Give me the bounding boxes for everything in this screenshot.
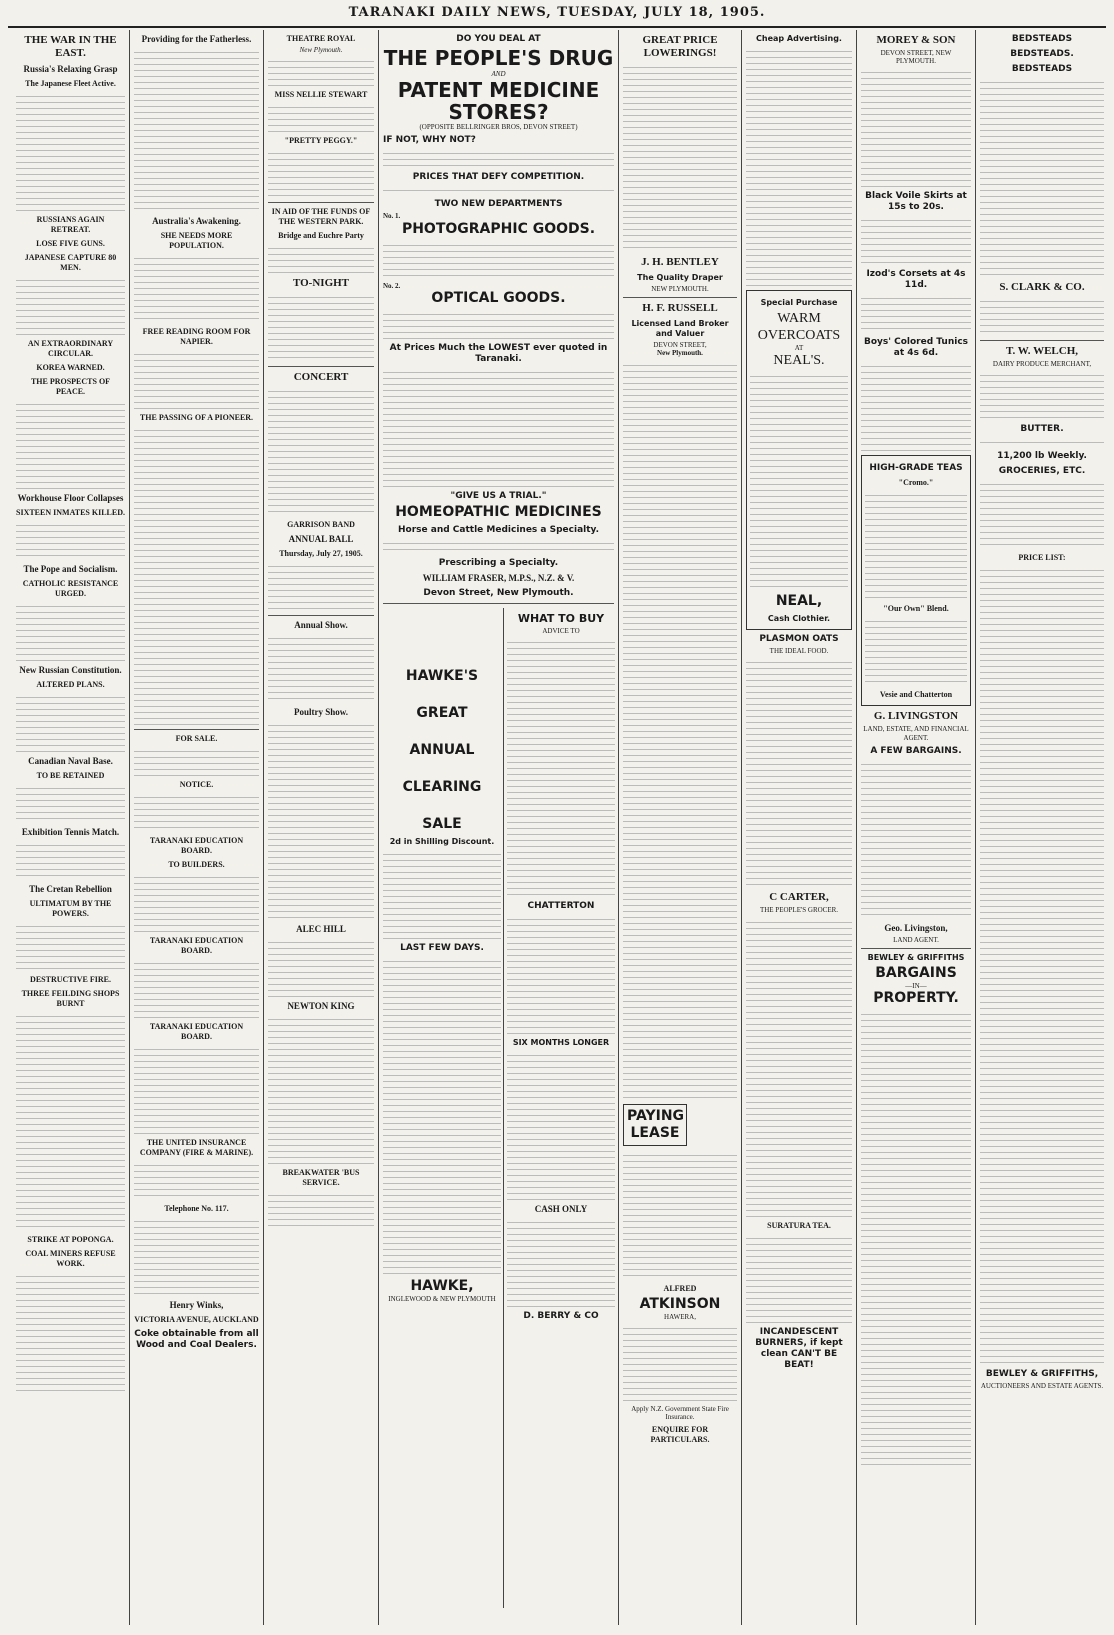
ad-heading: ENQUIRE FOR PARTICULARS.	[650, 1425, 710, 1445]
divider	[268, 202, 374, 203]
ad-heading: H. F. RUSSELL	[642, 302, 718, 315]
ad-subheading: TO BUILDERS.	[168, 860, 225, 869]
ad-title: BARGAINS	[875, 965, 957, 982]
ad-subheading: No. 1.	[383, 212, 401, 221]
ad-heading: INCANDESCENT BURNERS, if kept clean CAN'T BE BEAT!	[755, 1326, 843, 1370]
masthead-rule	[8, 26, 1106, 28]
headline: Workhouse Floor Collapses	[17, 493, 124, 503]
ad-title: HAWKE'S	[405, 667, 479, 684]
ad-text-block	[861, 215, 971, 265]
ad-text-block	[865, 490, 967, 600]
ad-subheading: VICTORIA AVENUE, AUCKLAND	[134, 1315, 259, 1324]
ad-heading: GARRISON BAND	[287, 520, 355, 530]
ad-heading: 11,200 lb Weekly.	[997, 451, 1087, 462]
ad-heading: BEDSTEADS.	[1010, 49, 1074, 59]
headline: Canadian Naval Base.	[28, 756, 113, 766]
article-text-block	[16, 921, 125, 971]
ad-heading: BEDSTEADS	[1011, 34, 1073, 44]
ad-subheading: "Cromo."	[898, 478, 934, 488]
column-8	[976, 30, 1108, 1625]
ad-address: New Plymouth.	[657, 349, 703, 358]
ad-heading: Black Voile Skirts at 15s to 20s.	[865, 191, 967, 213]
ad-heading: BUTTER.	[1020, 424, 1064, 435]
ad-heading: FOR SALE.	[175, 734, 218, 743]
ad-title: PHOTOGRAPHIC GOODS.	[401, 220, 596, 237]
ad-heading: Devon Street, New Plymouth.	[423, 587, 574, 598]
ad-heading: G. LIVINGSTON	[873, 710, 959, 723]
ad-heading: PRICE LIST:	[1018, 553, 1066, 563]
ad-subheading: DAIRY PRODUCE MERCHANT,	[992, 360, 1092, 368]
price-list-block	[980, 565, 1104, 1365]
ad-heading: Telephone No. 117.	[164, 1204, 229, 1213]
ad-text-block	[861, 759, 971, 919]
ad-heading: BEWLEY & GRIFFITHS,	[985, 1369, 1099, 1380]
ad-text-block	[268, 561, 374, 611]
headline: AN EXTRAORDINARY CIRCULAR.	[27, 339, 114, 358]
subheadline: ALTERED PLANS.	[36, 680, 105, 689]
ad-subheading: Licensed Land Broker and Valuer	[631, 319, 729, 339]
paying-lease-ad	[623, 1104, 687, 1146]
ad-text-block	[861, 293, 971, 333]
ad-title: ANNUAL	[409, 741, 475, 758]
ad-text-block	[861, 1009, 971, 1469]
chatterton-ad	[507, 608, 615, 1324]
article-text-block	[16, 601, 125, 661]
teas-ad	[861, 455, 971, 706]
ad-heading: Poultry Show.	[293, 707, 348, 718]
ad-subheading: —IN—	[905, 982, 927, 991]
ad-address: HAWERA,	[664, 1312, 696, 1321]
article-text-block	[16, 1271, 125, 1391]
ad-heading: HIGH-GRADE TEAS	[869, 463, 963, 474]
headline: THE PASSING OF A PIONEER.	[139, 413, 254, 422]
ad-text-block	[268, 148, 374, 198]
ad-heading: Prescribing a Specialty.	[438, 557, 559, 568]
ad-text-block	[746, 657, 852, 887]
subheadline: THE PROSPECTS OF PEACE.	[30, 377, 111, 396]
article-text-block	[16, 692, 125, 752]
ad-text-block	[383, 148, 614, 168]
ad-text-block	[746, 46, 852, 286]
ad-heading: Cheap Advertising.	[756, 34, 842, 43]
masthead: TARANAKI DAILY NEWS, TUESDAY, JULY 18, 1905.	[348, 5, 766, 20]
article-text-block	[16, 399, 125, 489]
divider	[383, 603, 614, 604]
divider	[134, 729, 259, 730]
column-1	[12, 30, 130, 1625]
ad-heading: D. BERRY & CO	[523, 1311, 599, 1322]
column-divider	[503, 608, 504, 1608]
ad-text-block	[861, 67, 971, 187]
subheadline: ULTIMATUM BY THE POWERS.	[29, 899, 112, 918]
subheadline: LOSE FIVE GUNS.	[36, 239, 105, 248]
ad-heading: WHAT TO BUY	[517, 611, 605, 625]
ad-heading: Bridge and Euchre Party	[278, 231, 364, 241]
ad-heading: 2d in Shilling Discount.	[389, 836, 495, 846]
ad-text-block	[134, 1216, 259, 1296]
article-text-block	[16, 275, 125, 335]
column-3	[264, 30, 379, 1625]
headline: THE WAR IN THE EAST.	[24, 34, 117, 59]
ad-subheading: LAND, ESTATE, AND FINANCIAL AGENT.	[863, 725, 969, 742]
ad-text-block	[268, 386, 374, 516]
ad-subheading: AND	[491, 70, 506, 78]
ad-title: SALE	[422, 815, 462, 832]
ad-text-block	[980, 479, 1104, 549]
ad-text-block	[383, 240, 614, 280]
ad-heading: Geo. Livingston,	[884, 922, 948, 933]
article-text-block	[16, 91, 125, 211]
ad-text-block	[383, 185, 614, 195]
ad-heading: ALEC HILL	[296, 924, 346, 935]
ad-heading: NEWTON KING	[287, 1001, 355, 1012]
ad-text-block	[383, 367, 614, 487]
ad-text-block	[507, 1050, 615, 1200]
ad-title: OPTICAL GOODS.	[431, 289, 566, 306]
ad-subheading: AT	[794, 344, 804, 352]
column-2	[130, 30, 264, 1625]
subheadline: COAL MINERS REFUSE WORK.	[25, 1249, 116, 1268]
ad-text-block	[623, 1150, 737, 1280]
subheadline: THREE FEILDING SHOPS BURNT	[21, 989, 120, 1008]
ad-title: NEAL'S.	[773, 353, 825, 369]
ad-text-block	[865, 616, 967, 686]
column-4	[379, 30, 619, 1625]
ad-heading: T. W. WELCH,	[1005, 345, 1079, 357]
ad-text-block	[134, 1160, 259, 1200]
ad-text-block	[980, 437, 1104, 447]
ad-subheading: Cash Clothier.	[767, 614, 831, 624]
ad-subheading: The Quality Draper	[637, 273, 723, 282]
ad-text-block	[507, 1217, 615, 1307]
subheadline: TO BE RETAINED	[36, 771, 105, 780]
ad-heading: CASH ONLY	[534, 1204, 588, 1215]
ad-subheading: Thursday, July 27, 1905.	[279, 549, 363, 559]
column-5	[619, 30, 742, 1625]
ad-heading: SIX MONTHS LONGER	[512, 1038, 610, 1048]
ad-heading: C CARTER,	[769, 891, 829, 904]
ad-heading: GROCERIES, ETC.	[998, 466, 1086, 477]
subheadline: The Japanese Fleet Active.	[25, 79, 116, 88]
ad-heading: "GIVE US A TRIAL."	[450, 490, 547, 501]
column-6	[742, 30, 857, 1625]
ad-text-block	[980, 370, 1104, 420]
article-text-block	[16, 783, 125, 823]
article-text-block	[134, 425, 259, 725]
ad-title: HOMEOPATHIC MEDICINES	[395, 503, 602, 520]
ad-heading: A FEW BARGAINS.	[870, 745, 962, 756]
ad-text-block	[268, 243, 374, 273]
article-text-block	[16, 520, 125, 560]
divider	[268, 615, 374, 616]
headline: The Pope and Socialism.	[23, 564, 118, 574]
ad-address: NEW PLYMOUTH.	[651, 285, 709, 293]
ad-title: GREAT	[416, 704, 468, 721]
ad-heading: Henry Winks,	[169, 1300, 224, 1310]
ad-text-block	[623, 62, 737, 252]
ad-text-block	[746, 917, 852, 1217]
ad-heading: THEATRE ROYAL	[286, 34, 356, 43]
headline: STRIKE AT POPONGA.	[27, 1235, 114, 1244]
ad-text-block	[134, 1044, 259, 1134]
subheadline: CATHOLIC RESISTANCE URGED.	[22, 579, 119, 598]
lower-ads	[383, 608, 614, 1608]
ad-title: NEAL,	[775, 593, 823, 610]
ad-title: THE PEOPLE'S DRUG	[383, 46, 614, 70]
ad-heading: Horse and Cattle Medicines a Specialty.	[398, 524, 599, 535]
headline: Australia's Awakening.	[152, 216, 241, 226]
ad-heading: BEDSTEADS	[1011, 64, 1073, 74]
ad-text-block	[134, 872, 259, 932]
ad-subheading: LAND AGENT.	[893, 935, 939, 944]
ad-heading: WILLIAM FRASER, M.P.S., N.Z. & V.	[422, 572, 575, 583]
ad-subheading: ADVICE TO	[542, 626, 580, 635]
ad-heading: SURATURA TEA.	[767, 1220, 831, 1230]
ad-text-block	[383, 849, 501, 939]
ad-text: Apply N.Z. Government State Fire Insurance.	[631, 1404, 729, 1422]
ad-heading: BREAKWATER 'BUS SERVICE.	[282, 1168, 360, 1188]
ad-title: PATENT MEDICINE STORES?	[397, 78, 600, 125]
ad-text-block	[746, 1233, 852, 1323]
ad-text-block	[268, 56, 374, 86]
headline: Exhibition Tennis Match.	[21, 827, 120, 837]
ad-text-block	[268, 937, 374, 997]
ad-address: INGLEWOOD & NEW PLYMOUTH	[388, 1294, 496, 1303]
ad-heading: TARANAKI EDUCATION BOARD.	[149, 1022, 244, 1041]
ad-text-block	[268, 720, 374, 920]
subheadline: SIXTEEN INMATES KILLED.	[16, 508, 125, 517]
ad-heading: THE UNITED INSURANCE COMPANY (FIRE & MARINE).	[139, 1138, 254, 1157]
ad-text-block	[750, 371, 848, 591]
ad-heading: IN AID OF THE FUNDS OF THE WESTERN PARK.	[271, 207, 371, 227]
ad-heading: NOTICE.	[179, 780, 214, 789]
article-text-block	[134, 47, 259, 212]
column-7	[857, 30, 976, 1625]
ad-heading: Boys' Colored Tunics at 4s 6d.	[863, 337, 969, 359]
ad-text-block	[980, 77, 1104, 277]
ad-title: PROPERTY.	[873, 990, 959, 1007]
ad-heading: CHATTERTON	[527, 901, 595, 912]
ad-title: CLEARING	[402, 778, 482, 795]
ad-text-block	[507, 914, 615, 1034]
ad-heading: "PRETTY PEGGY."	[284, 136, 358, 146]
article-text-block	[134, 253, 259, 323]
headline: Providing for the Fatherless.	[141, 34, 252, 44]
ad-text-block	[268, 1014, 374, 1164]
ad-subheading: AUCTIONEERS AND ESTATE AGENTS.	[980, 1382, 1104, 1391]
ad-title: PAYING LEASE	[627, 1107, 685, 1141]
divider	[861, 948, 971, 949]
article-text-block	[16, 840, 125, 880]
ad-heading: DO YOU DEAL AT	[456, 34, 541, 44]
ad-subheading: New Plymouth.	[299, 46, 343, 54]
ad-heading: IF NOT, WHY NOT?	[383, 135, 476, 146]
ad-heading: TO-NIGHT	[292, 277, 350, 290]
headline: DESTRUCTIVE FIRE.	[30, 975, 111, 984]
ad-text-block	[268, 102, 374, 132]
ad-text-block	[980, 296, 1104, 336]
ad-text-block	[507, 637, 615, 897]
ad-text-block	[383, 956, 501, 1276]
ad-text-block	[383, 309, 614, 339]
ad-address: DEVON STREET, NEW PLYMOUTH.	[880, 49, 952, 66]
ad-title: WARM OVERCOATS	[757, 311, 841, 343]
ad-heading: PLASMON OATS	[759, 634, 839, 645]
article-text-block	[16, 1011, 125, 1231]
ad-heading: BEWLEY & GRIFFITHS	[867, 953, 965, 963]
ad-heading: At Prices Much the LOWEST ever quoted in Taranaki.	[389, 342, 608, 364]
ad-heading: PRICES THAT DEFY COMPETITION.	[412, 172, 585, 183]
ad-text-block	[861, 361, 971, 451]
ad-subheading: THE IDEAL FOOD.	[769, 647, 829, 656]
ad-subheading: "Our Own" Blend.	[883, 604, 949, 614]
ad-address: DEVON STREET,	[653, 341, 707, 350]
ad-heading: S. CLARK & CO.	[999, 281, 1085, 293]
ad-text-block	[383, 538, 614, 554]
ad-subheading: THE PEOPLE'S GROCER.	[759, 906, 839, 915]
divider	[623, 297, 737, 298]
divider	[268, 366, 374, 367]
ad-heading: CONCERT	[293, 371, 349, 384]
article-text-block	[134, 349, 259, 409]
subheadline: KOREA WARNED.	[36, 363, 105, 372]
ad-text-block	[134, 958, 259, 1018]
ad-heading: TWO NEW DEPARTMENTS	[434, 199, 563, 210]
ad-heading: LAST FEW DAYS.	[400, 942, 484, 953]
ad-heading: Izod's Corsets at 4s 11d.	[866, 269, 966, 291]
hawkes-ad	[383, 608, 501, 1303]
headline: RUSSIANS AGAIN RETREAT.	[36, 215, 105, 234]
subheadline: JAPANESE CAPTURE 80 MEN.	[24, 253, 117, 272]
ad-heading: Coke obtainable from all Wood and Coal Dealers.	[134, 1329, 259, 1350]
ad-address: (OPPOSITE BELLRINGER BROS, DEVON STREET)	[419, 123, 578, 132]
headline: FREE READING ROOM FOR NAPIER.	[142, 327, 251, 346]
ad-text-block	[134, 792, 259, 832]
ad-heading: J. H. BENTLEY	[641, 256, 719, 268]
ad-heading: TARANAKI EDUCATION BOARD.	[149, 936, 244, 955]
subheadline: SHE NEEDS MORE POPULATION.	[160, 231, 233, 250]
ad-heading: ANNUAL BALL	[288, 534, 354, 545]
ad-heading: TARANAKI EDUCATION BOARD.	[149, 836, 244, 855]
ad-text-block	[623, 360, 737, 1100]
ad-text-block	[623, 1323, 737, 1403]
ad-text-block	[134, 746, 259, 776]
ad-title: ATKINSON	[639, 1295, 721, 1312]
headline: Russia's Relaxing Grasp	[23, 64, 118, 74]
ad-heading: Special Purchase	[760, 298, 838, 307]
ad-text-block	[268, 292, 374, 362]
headline: The Cretan Rebellion	[29, 884, 112, 894]
ad-heading: Vesie and Chatterton	[879, 690, 953, 700]
divider	[980, 340, 1104, 341]
ad-text-block	[268, 1190, 374, 1230]
headline: New Russian Constitution.	[19, 665, 122, 675]
neals-ad	[746, 290, 852, 630]
ad-title: HAWKE,	[410, 1277, 474, 1294]
ad-heading: MISS NELLIE STEWART	[274, 90, 368, 100]
ad-heading: ALFRED	[663, 1283, 697, 1293]
ad-text-block	[268, 633, 374, 703]
ad-heading: MOREY & SON	[876, 34, 956, 46]
ad-subheading: No. 2.	[383, 281, 401, 290]
ad-heading: Annual Show.	[294, 620, 348, 631]
ad-heading: GREAT PRICE LOWERINGS!	[642, 34, 718, 59]
